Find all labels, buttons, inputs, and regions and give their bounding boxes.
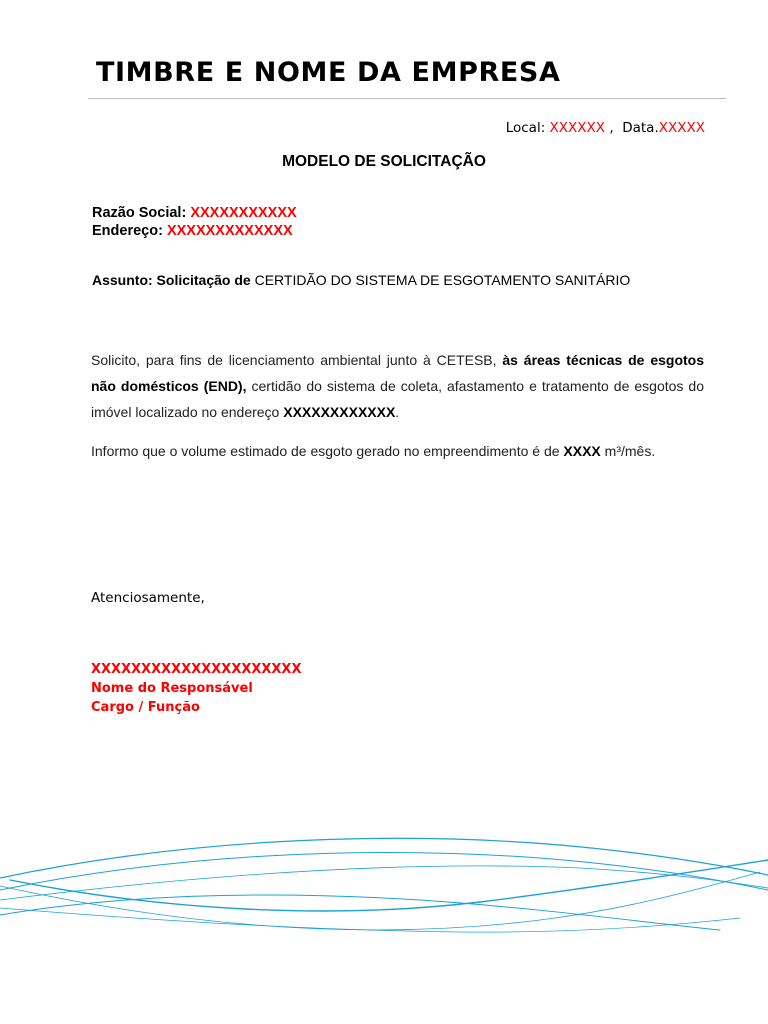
company-letterhead-title: TIMBRE E NOME DA EMPRESA — [96, 57, 561, 88]
p2-end: m³/mês. — [600, 443, 656, 459]
local-value: XXXXXX — [549, 120, 606, 136]
header-divider — [88, 98, 726, 99]
body-paragraph-2 — [91, 438, 704, 464]
endereco-line — [92, 223, 293, 239]
wave-line-3 — [0, 866, 768, 900]
body-paragraph-1 — [91, 347, 704, 425]
endereco-value: XXXXXXXXXXXXX — [166, 223, 293, 239]
subject-label: Assunto: Solicitação de — [92, 272, 255, 288]
razao-social-label: Razão Social: — [92, 205, 191, 221]
subject-line — [92, 272, 630, 288]
address-placeholder: XXXXXXXXXXXX — [283, 404, 396, 420]
endereco-label: Endereço: — [92, 223, 167, 239]
place-date-line — [506, 120, 705, 136]
volume-placeholder: XXXX — [563, 443, 601, 459]
p1-start: Solicito, para fins de licenciamento ambiental junto à CETESB, — [91, 352, 503, 368]
razao-social-value: XXXXXXXXXXX — [190, 205, 297, 221]
signatory-name: Nome do Responsável — [91, 681, 253, 696]
p1-mid: certidão do sistema de coleta, afastamento e tratamento de esgotos do imóvel localizado no endereço — [91, 378, 705, 420]
p2-start: Informo que o volume estimado de esgoto gerado no empreendimento é de — [91, 443, 564, 459]
local-label: Local: — [505, 120, 546, 136]
date-value: XXXXX — [658, 120, 705, 136]
document-title: MODELO DE SOLICITAÇÃO — [282, 153, 486, 170]
date-label: Data. — [622, 120, 659, 136]
signature-placeholder: XXXXXXXXXXXXXXXXXXXXX — [91, 662, 302, 677]
subject-text: CERTIDÃO DO SISTEMA DE ESGOTAMENTO SANITÁRIO — [254, 272, 631, 288]
razao-social-line — [92, 205, 297, 221]
signatory-role: Cargo / Função — [91, 700, 200, 715]
p1-end: . — [395, 404, 400, 420]
p1-bold-text: às áreas técnicas de esgotos não domésticos (END), — [91, 352, 704, 394]
closing-salutation: Atenciosamente, — [91, 590, 205, 606]
decorative-wave-lines — [0, 820, 768, 960]
wave-line-1 — [0, 838, 768, 878]
place-date-separator: , — [605, 120, 623, 136]
wave-line-5 — [0, 895, 720, 930]
